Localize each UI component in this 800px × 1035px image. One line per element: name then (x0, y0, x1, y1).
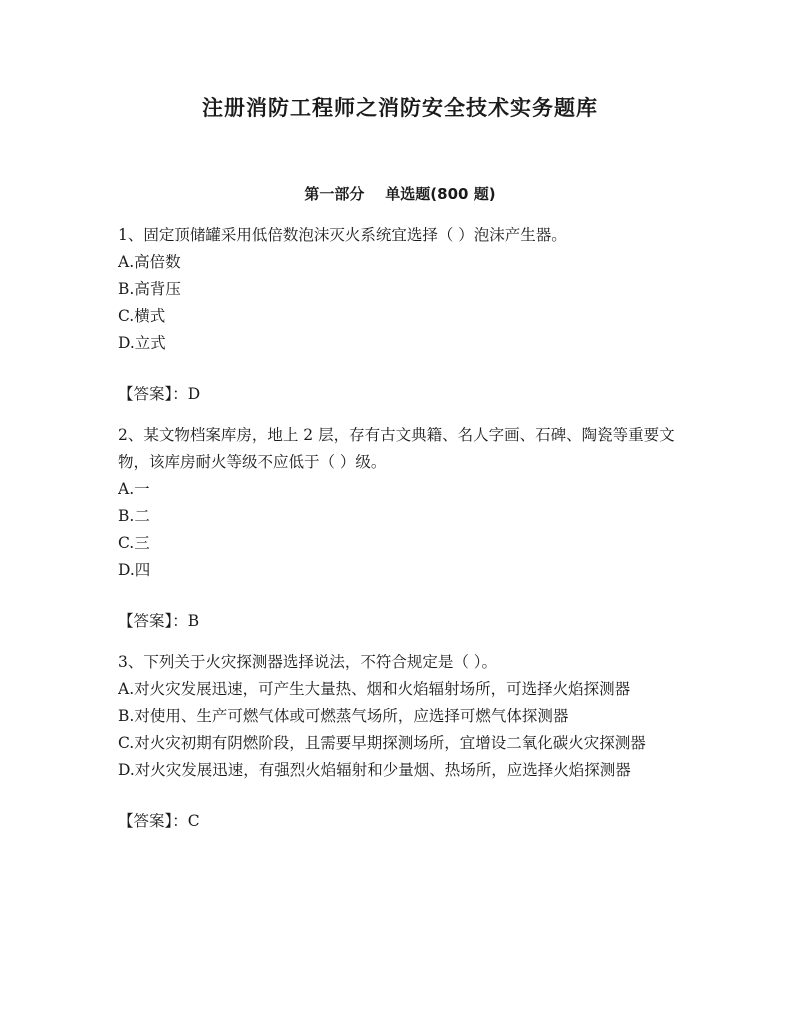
question-stem: 2、某文物档案库房，地上 2 层，存有古文典籍、名人字画、石碑、陶瓷等重要文物，该库房耐火等级不应低于（ ）级。 (118, 426, 675, 471)
question-option: A.对火灾发展迅速，可产生大量热、烟和火焰辐射场所，可选择火焰探测器 (118, 680, 631, 698)
page-title: 注册消防工程师之消防安全技术实务题库 (202, 96, 598, 120)
question-list (118, 222, 678, 849)
answer-label: 【答案】： (118, 812, 188, 830)
question-stem: 3、下列关于火灾探测器选择说法，不符合规定是（ ）。 (118, 653, 498, 671)
question-option: A.高倍数 (118, 253, 181, 271)
question-item (118, 422, 678, 635)
question-option: B.对使用、生产可燃气体或可燃蒸气场所，应选择可燃气体探测器 (118, 707, 569, 725)
answer-value: B (187, 612, 200, 630)
question-option: C.对火灾初期有阴燃阶段，且需要早期探测场所，宜增设二氧化碳火灾探测器 (118, 734, 646, 752)
question-option: C.三 (118, 534, 150, 552)
answer-line (118, 381, 678, 408)
answer-value: C (187, 812, 200, 830)
question-option: D.对火灾发展迅速，有强烈火焰辐射和少量烟、热场所，应选择火焰探测器 (118, 761, 631, 779)
section-title: 第一部分 单选题(800 题) (304, 185, 496, 203)
question-option: D.立式 (118, 334, 166, 352)
question-item (118, 649, 678, 835)
answer-label: 【答案】： (118, 385, 188, 403)
answer-label: 【答案】： (118, 612, 188, 630)
answer-line (118, 608, 678, 635)
question-option: A.一 (118, 480, 150, 498)
answer-line (118, 808, 678, 835)
question-stem: 1、固定顶储罐采用低倍数泡沫灭火系统宜选择（ ）泡沫产生器。 (118, 226, 567, 244)
answer-value: D (187, 385, 201, 403)
question-option: D.四 (118, 561, 151, 579)
question-option: C.横式 (118, 307, 166, 325)
question-option: B.二 (118, 507, 150, 525)
question-option: B.高背压 (118, 280, 181, 298)
question-item (118, 222, 678, 408)
